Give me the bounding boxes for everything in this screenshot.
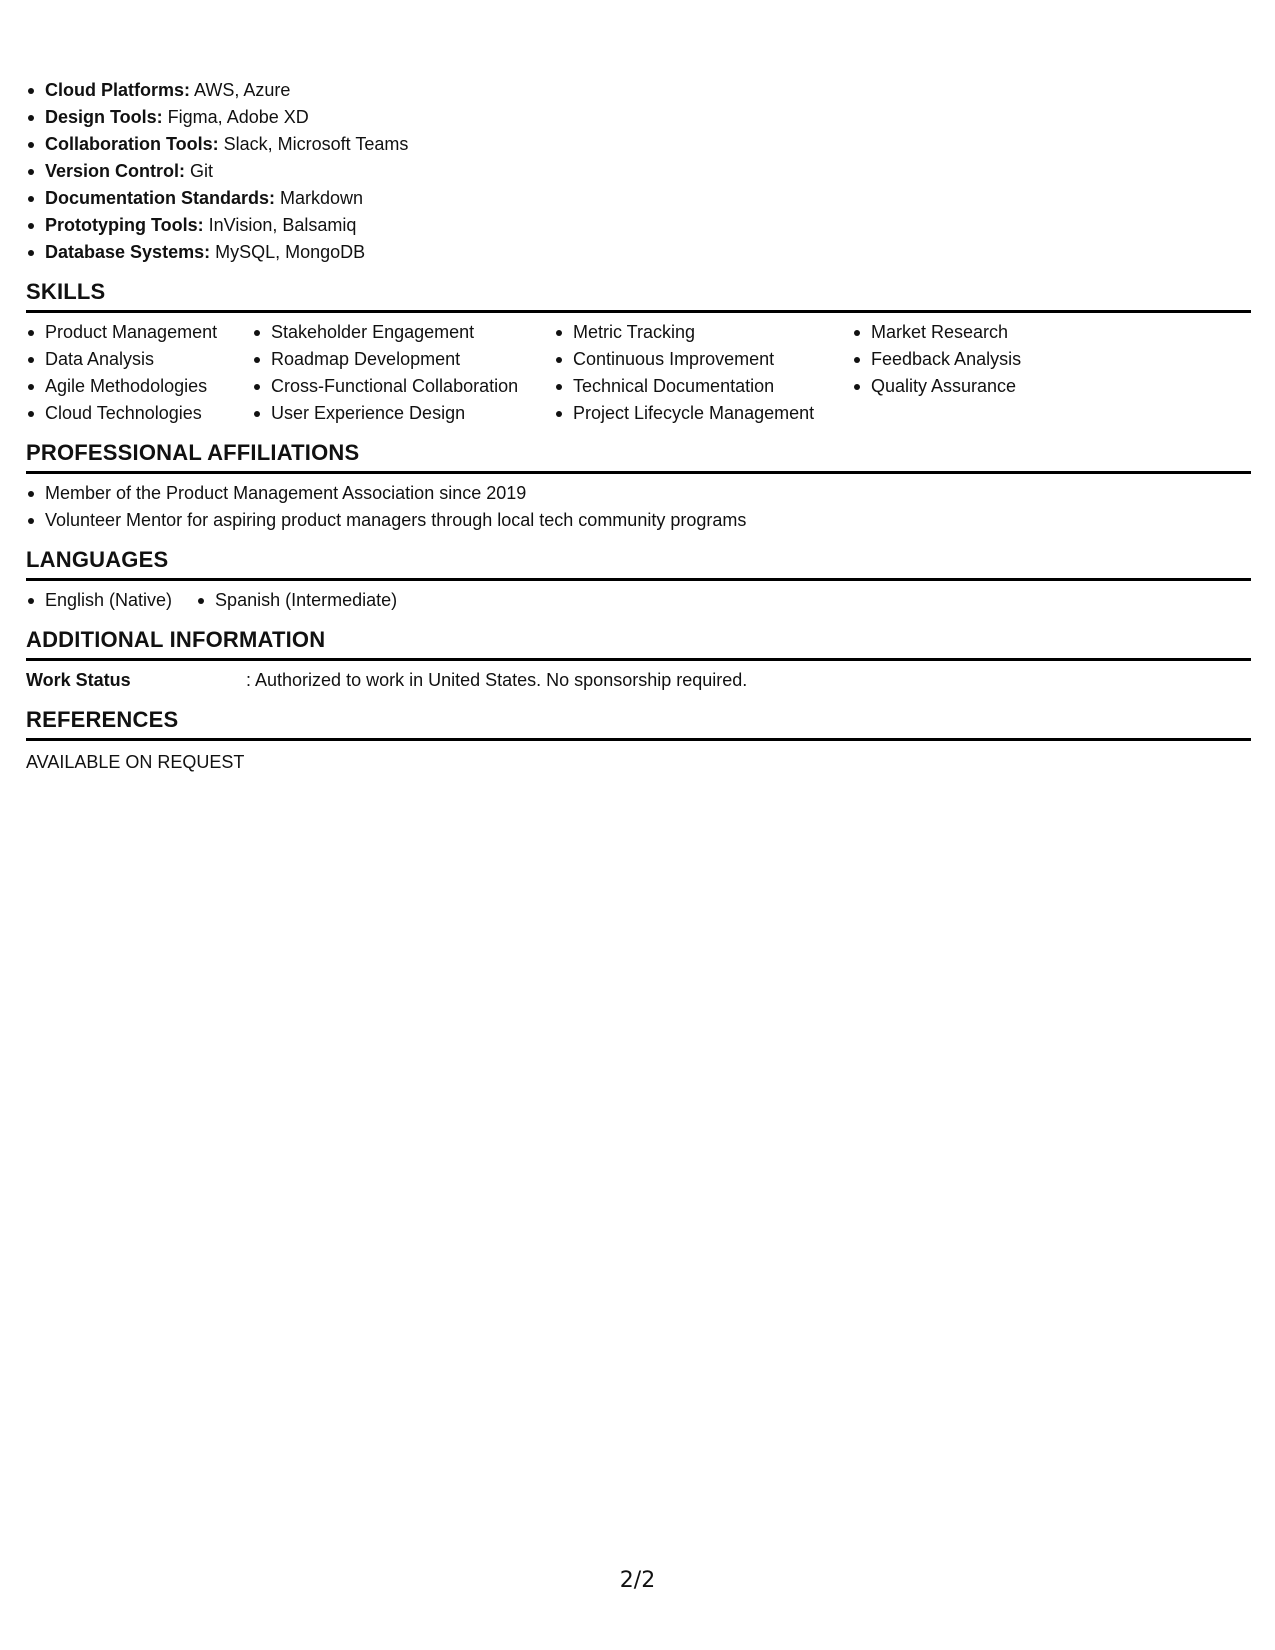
section-heading-affiliations: PROFESSIONAL AFFILIATIONS: [26, 439, 1251, 474]
skill-item: Continuous Improvement: [554, 346, 852, 373]
skill-item: Quality Assurance: [852, 373, 1112, 400]
languages-section: [26, 546, 1251, 614]
tools-list: [26, 77, 1251, 266]
resume-page: [26, 77, 1251, 776]
language-item: English (Native): [26, 587, 172, 614]
languages-list: [26, 587, 1251, 614]
list-item: [26, 239, 1251, 266]
list-item: [26, 185, 1251, 212]
skill-item: Metric Tracking: [554, 319, 852, 346]
list-item: Volunteer Mentor for aspiring product managers through local tech community programs: [26, 507, 1251, 534]
work-status-label: Work Status: [26, 670, 131, 690]
skills-section: [26, 278, 1251, 427]
tool-value: Git: [185, 161, 214, 181]
tool-value: InVision, Balsamiq: [203, 215, 357, 235]
skills-column: [26, 319, 252, 427]
list-item: Member of the Product Management Association since 2019: [26, 480, 1251, 507]
tool-value: Figma, Adobe XD: [162, 107, 309, 127]
tool-label: Prototyping Tools:: [45, 215, 204, 235]
tool-label: Version Control:: [45, 161, 186, 181]
tool-label: Cloud Platforms:: [45, 80, 191, 100]
skill-item: Technical Documentation: [554, 373, 852, 400]
skill-item: Agile Methodologies: [26, 373, 252, 400]
list-item: [26, 131, 1251, 158]
tool-label: Documentation Standards:: [45, 188, 276, 208]
list-item: [26, 77, 1251, 104]
additional-info-section: [26, 626, 1251, 694]
section-heading-additional-info: ADDITIONAL INFORMATION: [26, 626, 1251, 661]
skill-item: User Experience Design: [252, 400, 554, 427]
tool-label: Collaboration Tools:: [45, 134, 219, 154]
tool-value: Slack, Microsoft Teams: [218, 134, 409, 154]
list-item: [26, 104, 1251, 131]
page-number: 2/2: [619, 1568, 656, 1593]
work-status-value: : Authorized to work in United States. No sponsorship required.: [246, 670, 748, 690]
tool-value: AWS, Azure: [190, 80, 291, 100]
skill-item: Cross-Functional Collaboration: [252, 373, 554, 400]
tool-label: Design Tools:: [45, 107, 163, 127]
skill-item: Roadmap Development: [252, 346, 554, 373]
skills-column: [852, 319, 1112, 427]
skill-item: Product Management: [26, 319, 252, 346]
tool-value: Markdown: [275, 188, 364, 208]
skills-column: [554, 319, 852, 427]
section-heading-languages: LANGUAGES: [26, 546, 1251, 581]
skills-column: [252, 319, 554, 427]
tool-label: Database Systems:: [45, 242, 211, 262]
skills-grid: [26, 319, 1251, 427]
affiliations-list: [26, 480, 1251, 534]
skill-item: Project Lifecycle Management: [554, 400, 852, 427]
work-status-row: [26, 667, 1251, 694]
tool-value: MySQL, MongoDB: [210, 242, 366, 262]
section-heading-skills: SKILLS: [26, 278, 1251, 313]
section-heading-references: REFERENCES: [26, 706, 1251, 741]
list-item: [26, 212, 1251, 239]
skill-item: Data Analysis: [26, 346, 252, 373]
references-section: [26, 706, 1251, 776]
list-item: [26, 158, 1251, 185]
affiliations-section: [26, 439, 1251, 534]
skill-item: Stakeholder Engagement: [252, 319, 554, 346]
skill-item: Feedback Analysis: [852, 346, 1112, 373]
language-item: Spanish (Intermediate): [196, 587, 397, 614]
skill-item: Cloud Technologies: [26, 400, 252, 427]
skill-item: Market Research: [852, 319, 1112, 346]
references-text: AVAILABLE ON REQUEST: [26, 752, 245, 772]
